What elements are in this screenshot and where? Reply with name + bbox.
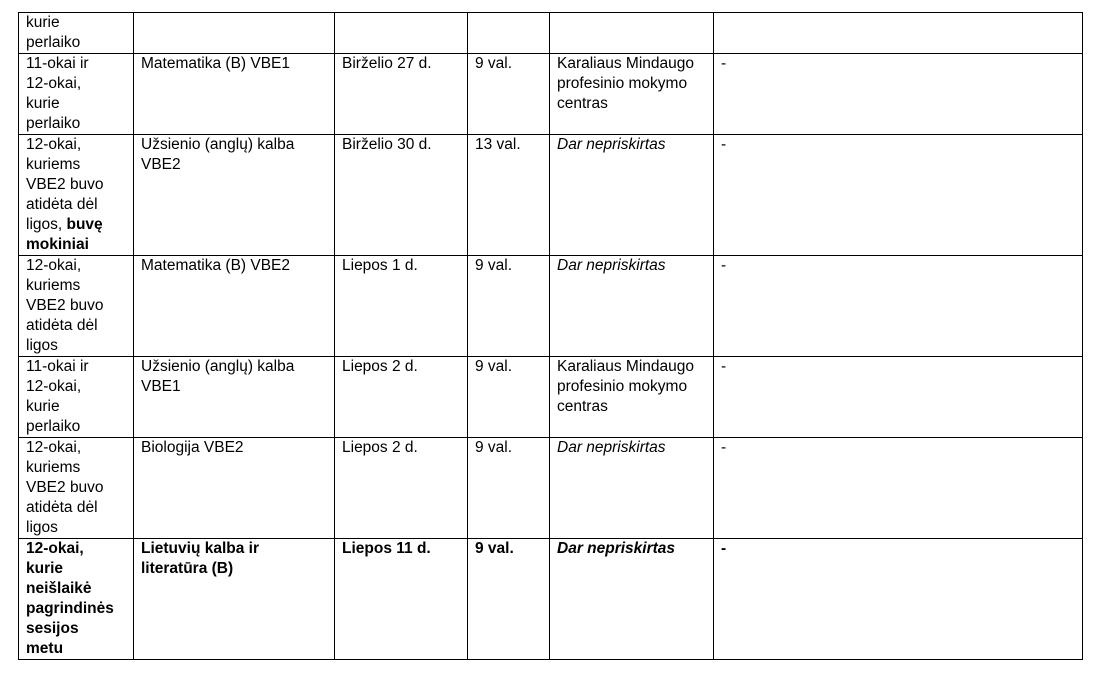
group-line: kuriems (26, 277, 81, 294)
cell-location: Dar nepriskirtas (550, 256, 714, 357)
cell-note: - (714, 539, 1083, 660)
cell-date: Birželio 30 d. (335, 135, 468, 256)
group-line: atidėta dėl (26, 317, 98, 334)
table-row (19, 357, 1083, 438)
group-line-bold: buvę (66, 216, 103, 233)
group-line: VBE2 buvo (26, 479, 104, 496)
group-line: 12-okai, (26, 75, 82, 92)
cell-group (19, 438, 134, 539)
cell-location (550, 13, 714, 54)
cell-time: 9 val. (468, 357, 550, 438)
cell-time: 9 val. (468, 54, 550, 135)
group-line: sesijos (26, 620, 79, 637)
cell-subject: Biologija VBE2 (134, 438, 335, 539)
cell-date: Liepos 11 d. (335, 539, 468, 660)
cell-note: - (714, 438, 1083, 539)
group-line: 12-okai, (26, 136, 82, 153)
cell-date: Birželio 27 d. (335, 54, 468, 135)
group-line: ligos (26, 337, 58, 354)
cell-date (335, 13, 468, 54)
cell-group (19, 13, 134, 54)
cell-time: 9 val. (468, 256, 550, 357)
cell-note: - (714, 357, 1083, 438)
exam-schedule-body (19, 13, 1083, 660)
cell-date: Liepos 1 d. (335, 256, 468, 357)
cell-subject: Matematika (B) VBE2 (134, 256, 335, 357)
table-row (19, 256, 1083, 357)
cell-subject: Užsienio (anglų) kalba VBE2 (134, 135, 335, 256)
cell-subject (134, 13, 335, 54)
cell-group (19, 539, 134, 660)
group-line: atidėta dėl (26, 196, 98, 213)
group-line: kurie (26, 95, 60, 112)
group-line: 12-okai, (26, 540, 84, 557)
cell-note (714, 13, 1083, 54)
cell-subject: Lietuvių kalba ir literatūra (B) (134, 539, 335, 660)
group-line: kurie (26, 14, 60, 31)
cell-time: 13 val. (468, 135, 550, 256)
cell-group (19, 256, 134, 357)
group-line-bold: mokiniai (26, 236, 89, 253)
group-line: kuriems (26, 156, 81, 173)
group-line: kuriems (26, 459, 81, 476)
group-line: 12-okai, (26, 378, 82, 395)
group-line: metu (26, 640, 64, 657)
group-line: atidėta dėl (26, 499, 98, 516)
group-line (26, 215, 127, 235)
group-line: 12-okai, (26, 439, 82, 456)
group-line-text: ligos, (26, 216, 63, 233)
cell-subject: Užsienio (anglų) kalba VBE1 (134, 357, 335, 438)
table-row (19, 438, 1083, 539)
group-line: neišlaikė (26, 580, 92, 597)
cell-time: 9 val. (468, 438, 550, 539)
cell-group (19, 357, 134, 438)
cell-location: Dar nepriskirtas (550, 438, 714, 539)
cell-date: Liepos 2 d. (335, 357, 468, 438)
group-line: perlaiko (26, 34, 81, 51)
table-row (19, 54, 1083, 135)
group-line: perlaiko (26, 418, 81, 435)
cell-time: 9 val. (468, 539, 550, 660)
group-line: kurie (26, 560, 64, 577)
cell-subject: Matematika (B) VBE1 (134, 54, 335, 135)
group-line: 11-okai ir (26, 358, 89, 375)
group-line: VBE2 buvo (26, 176, 104, 193)
cell-time (468, 13, 550, 54)
group-line: 11-okai ir (26, 55, 89, 72)
table-row (19, 135, 1083, 256)
cell-group (19, 54, 134, 135)
cell-date: Liepos 2 d. (335, 438, 468, 539)
group-line: perlaiko (26, 115, 81, 132)
cell-group (19, 135, 134, 256)
group-line: VBE2 buvo (26, 297, 104, 314)
group-line: pagrindinės (26, 600, 114, 617)
group-line: 12-okai, (26, 257, 82, 274)
cell-location: Dar nepriskirtas (550, 539, 714, 660)
group-line: ligos (26, 519, 58, 536)
cell-location: Dar nepriskirtas (550, 135, 714, 256)
cell-note: - (714, 256, 1083, 357)
table-row (19, 13, 1083, 54)
group-line: kurie (26, 398, 60, 415)
cell-note: - (714, 135, 1083, 256)
cell-location: Karaliaus Mindaugo profesinio mokymo centras (550, 54, 714, 135)
exam-schedule-table (18, 12, 1083, 660)
cell-note: - (714, 54, 1083, 135)
cell-location: Karaliaus Mindaugo profesinio mokymo centras (550, 357, 714, 438)
table-row (19, 539, 1083, 660)
